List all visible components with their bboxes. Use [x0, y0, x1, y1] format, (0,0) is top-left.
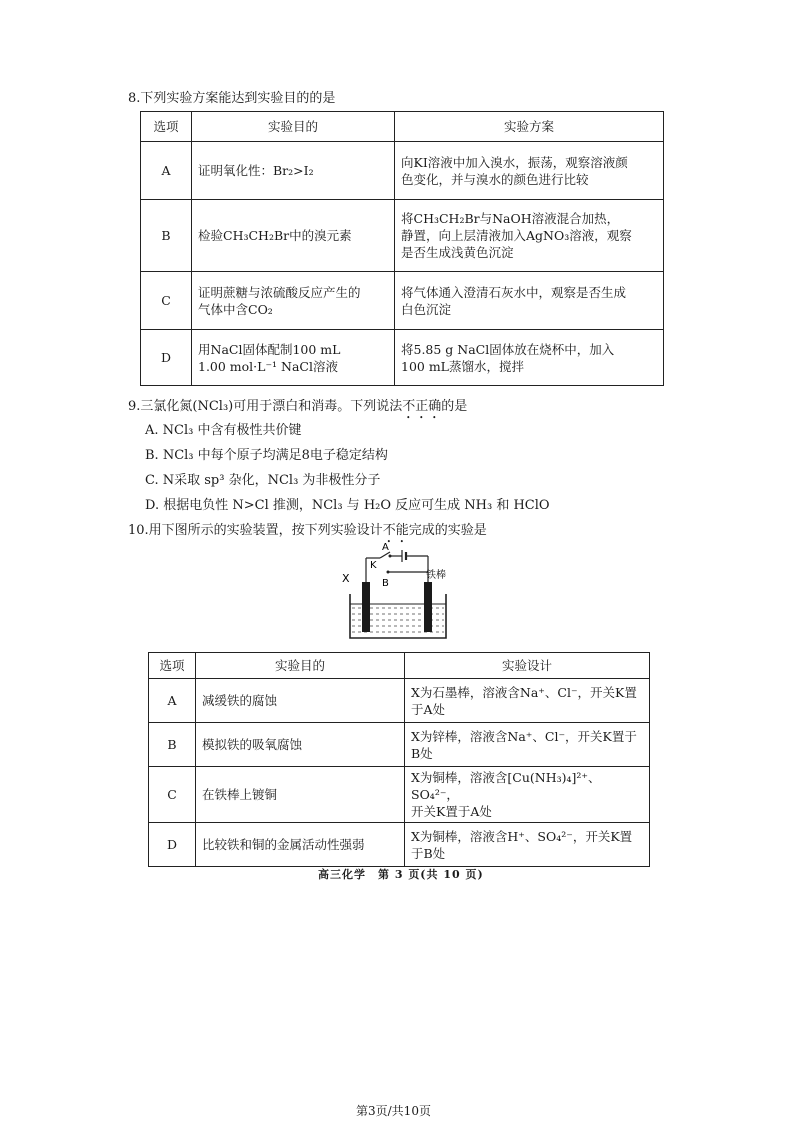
q10-row-a-option: A: [149, 679, 196, 723]
q8-table: [140, 111, 664, 386]
electrolysis-apparatus-figure: [340, 542, 460, 644]
q10-row-b-option: B: [149, 723, 196, 767]
q8-row-b-plan: [395, 200, 664, 272]
q8-row-c-plan-line2: 白色沉淀: [401, 301, 452, 317]
q10-row-c-design-line2: 开关K置于A处: [411, 804, 492, 819]
table-row: [141, 330, 664, 386]
q8-row-b-option: B: [141, 200, 192, 272]
q8-row-b-goal: 检验CH₃CH₂Br中的溴元素: [192, 200, 395, 272]
q9-option-d: D. 根据电负性 N>Cl 推测，NCl₃ 与 H₂O 反应可生成 NH₃ 和 HClO: [145, 498, 550, 513]
q10-row-d-option: D: [149, 823, 196, 867]
q8-row-a-goal: 证明氧化性：Br₂>I₂: [192, 142, 395, 200]
table-row: [141, 200, 664, 272]
q8-row-d-goal: [192, 330, 395, 386]
q8-row-d-option: D: [141, 330, 192, 386]
q10-row-a-design: [405, 679, 650, 723]
q10-row-b-goal: 模拟铁的吸氧腐蚀: [196, 723, 405, 767]
q8-row-b-plan-line2: 静置，向上层清液加入AgNO₃溶液，观察: [401, 228, 632, 243]
q10-row-a-goal: 减缓铁的腐蚀: [196, 679, 405, 723]
exam-footer: 高三化学 第 3 页(共 10 页): [318, 868, 484, 881]
q8-row-a-plan: [395, 142, 664, 200]
electrode-x: [362, 582, 370, 632]
label-k: K: [370, 560, 377, 571]
q8-row-a-plan-line1: 向KI溶液中加入溴水，振荡，观察溶液颜: [401, 154, 628, 170]
q10-stem-emphasis: 不能: [382, 523, 409, 538]
q8-row-d-plan: [395, 330, 664, 386]
q9-option-a: A. NCl₃ 中含有极性共价键: [145, 423, 302, 438]
table-row: [141, 272, 664, 330]
q8-row-c-option: C: [141, 272, 192, 330]
label-x: X: [342, 572, 350, 585]
q10-row-c-option: C: [149, 767, 196, 823]
q10-row-d-goal: 比较铁和铜的金属活动性强弱: [196, 823, 405, 867]
label-iron-rod: 铁棒: [426, 570, 446, 581]
q10-row-b-design-line2: B处: [411, 745, 433, 761]
q9-stem-pre: 9.三氯化氮(NCl₃)可用于漂白和消毒。下列说法: [128, 399, 403, 414]
q8-row-d-plan-line2: 100 mL蒸馏水，搅拌: [401, 358, 524, 374]
q8-row-c-plan-line1: 将气体通入澄清石灰水中，观察是否生成: [401, 284, 627, 300]
q8-row-a-option: A: [141, 142, 192, 200]
q8-header-option: 选项: [141, 112, 192, 142]
label-b: B: [382, 578, 389, 589]
q10-row-c-design: [405, 767, 650, 823]
q10-row-b-design: [405, 723, 650, 767]
q10-row-c-design-line1: X为铜棒，溶液含[Cu(NH₃)₄]²⁺、SO₄²⁻，: [411, 770, 601, 802]
q8-row-c-goal: [192, 272, 395, 330]
q8-row-b-plan-line1: 将CH₃CH₂Br与NaOH溶液混合加热，: [401, 211, 620, 226]
q10-table: [148, 652, 650, 867]
q10-header-design: 实验设计: [405, 653, 650, 679]
q10-row-d-design-line1: X为铜棒，溶液含H⁺、SO₄²⁻，开关K置: [411, 828, 633, 844]
table-row: [149, 723, 650, 767]
q8-row-a-plan-line2: 色变化，并与溴水的颜色进行比较: [401, 171, 589, 187]
q10-header-option: 选项: [149, 653, 196, 679]
q10-header-goal: 实验目的: [196, 653, 405, 679]
table-row: [149, 767, 650, 823]
q9-option-b: B. NCl₃ 中每个原子均满足8电子稳定结构: [145, 448, 388, 463]
q8-row-d-goal-line1: 用NaCl固体配制100 mL: [198, 341, 341, 357]
q10-row-c-goal: 在铁棒上镀铜: [196, 767, 405, 823]
q9-stem-post: 的是: [441, 399, 468, 414]
q10-stem-pre: 10.用下图所示的实验装置，按下列实验设计: [128, 523, 383, 538]
q10-row-b-design-line1: X为锌棒，溶液含Na⁺、Cl⁻，开关K置于: [411, 728, 637, 744]
q10-row-a-design-line1: X为石墨棒，溶液含Na⁺、Cl⁻，开关K置: [411, 684, 637, 700]
q8-row-c-plan: [395, 272, 664, 330]
table-row: [149, 823, 650, 867]
label-a: A: [382, 542, 389, 553]
q10-stem-post: 完成的实验是: [408, 523, 487, 538]
q8-row-d-goal-line2: 1.00 mol·L⁻¹ NaCl溶液: [198, 358, 338, 374]
electrode-iron-rod: [424, 582, 432, 632]
q10-row-a-design-line2: 于A处: [411, 701, 446, 717]
table-row: [141, 142, 664, 200]
q9-stem: [128, 398, 467, 422]
q8-stem: 8.下列实验方案能达到实验目的的是: [128, 91, 336, 106]
table-row: [149, 679, 650, 723]
q10-row-d-design: [405, 823, 650, 867]
page-number: 第3页/共10页: [356, 1104, 431, 1118]
q8-row-c-goal-line2: 气体中含CO₂: [198, 301, 273, 317]
q10-row-d-design-line2: 于B处: [411, 845, 446, 861]
q8-header-plan: 实验方案: [395, 112, 664, 142]
q8-row-b-plan-line3: 是否生成浅黄色沉淀: [401, 245, 514, 260]
q8-header-goal: 实验目的: [192, 112, 395, 142]
q9-stem-emphasis: 不正确: [402, 399, 442, 414]
q9-option-c: C. N采取 sp³ 杂化，NCl₃ 为非极性分子: [145, 473, 381, 488]
q8-row-c-goal-line1: 证明蔗糖与浓硫酸反应产生的: [198, 284, 361, 300]
q8-row-d-plan-line1: 将5.85 g NaCl固体放在烧杯中，加入: [401, 341, 615, 357]
